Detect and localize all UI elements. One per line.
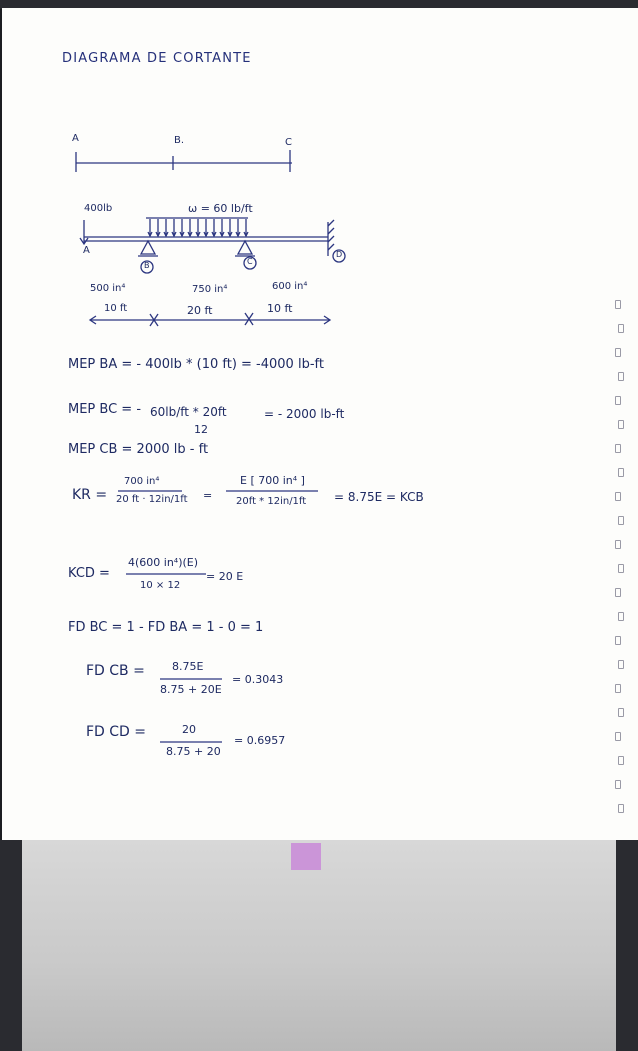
equation-kr-label: KR = (72, 487, 108, 503)
equation-mep-bc-label: MEP BC = - (68, 402, 142, 417)
inertia-bc-label: 750 in⁴ (192, 284, 228, 295)
equation-mep-bc-numerator: 60lb/ft * 20ft (150, 405, 227, 419)
point-c-label: C (285, 137, 292, 148)
equation-kcd-label: KCD = (68, 566, 110, 581)
point-a-label: A (72, 133, 79, 144)
point-load-label: 400lb (84, 203, 113, 214)
equation-kr-denominator-2: 20ft * 12in/1ft (236, 496, 307, 507)
point-b-label: B. (174, 135, 185, 146)
equation-fd-cd-numerator: 20 (182, 723, 196, 736)
equation-kr-equals: = (203, 489, 213, 502)
underlying-page (0, 840, 638, 1051)
equation-fd-cd-denominator: 8.75 + 20 (166, 745, 221, 758)
beam-diagram (0, 0, 638, 400)
binding-hole (615, 444, 621, 453)
distributed-load-label: ω = 60 lb/ft (188, 202, 253, 215)
equation-mep-ba: MEP BA = - 400lb * (10 ft) = -4000 lb-ft (68, 357, 324, 372)
equation-kcd-denominator: 10 × 12 (140, 580, 181, 591)
sticky-note (291, 843, 321, 870)
node-a-label: A (83, 245, 90, 256)
length-cd-label: 10 ft (267, 302, 293, 315)
length-ab-label: 10 ft (104, 303, 128, 314)
equation-fd-cb-denominator: 8.75 + 20E (160, 683, 222, 696)
inertia-ab-label: 500 in⁴ (90, 283, 126, 294)
equation-mep-bc-result: = - 2000 lb-ft (264, 407, 345, 421)
equation-fd-bc: FD BC = 1 - FD BA = 1 - 0 = 1 (68, 620, 264, 635)
scan-edge-right (616, 840, 638, 1051)
equation-fd-cb-numerator: 8.75E (172, 660, 204, 673)
equation-kcd-numerator: 4(600 in⁴)(E) (128, 556, 199, 569)
equation-kr-numerator-2: E [ 700 in⁴ ] (240, 474, 305, 487)
length-bc-label: 20 ft (187, 304, 213, 317)
binding-hole (618, 420, 624, 429)
equation-kcd-result: = 20 E (206, 570, 244, 583)
node-d-label: D (336, 250, 343, 259)
equation-fd-cd-label: FD CD = (86, 724, 147, 740)
equation-mep-cb: MEP CB = 2000 lb - ft (68, 442, 209, 457)
equation-kr-numerator: 700 in⁴ (124, 476, 160, 487)
equation-fd-cb-label: FD CB = (86, 663, 145, 679)
node-c-label: C (247, 257, 253, 266)
binding-hole (618, 804, 624, 813)
page-title: DIAGRAMA DE CORTANTE (62, 51, 252, 66)
inertia-cd-label: 600 in⁴ (272, 281, 308, 292)
equation-kr-result: = 8.75E = KCB (334, 490, 424, 504)
node-b-label: B (144, 261, 150, 270)
equation-kr-denominator: 20 ft · 12in/1ft (116, 494, 188, 505)
equation-fd-cd-result: = 0.6957 (234, 734, 286, 747)
scan-edge-left (0, 840, 22, 1051)
equation-mep-bc-denominator: 12 (194, 423, 208, 436)
equation-fd-cb-result: = 0.3043 (232, 673, 284, 686)
